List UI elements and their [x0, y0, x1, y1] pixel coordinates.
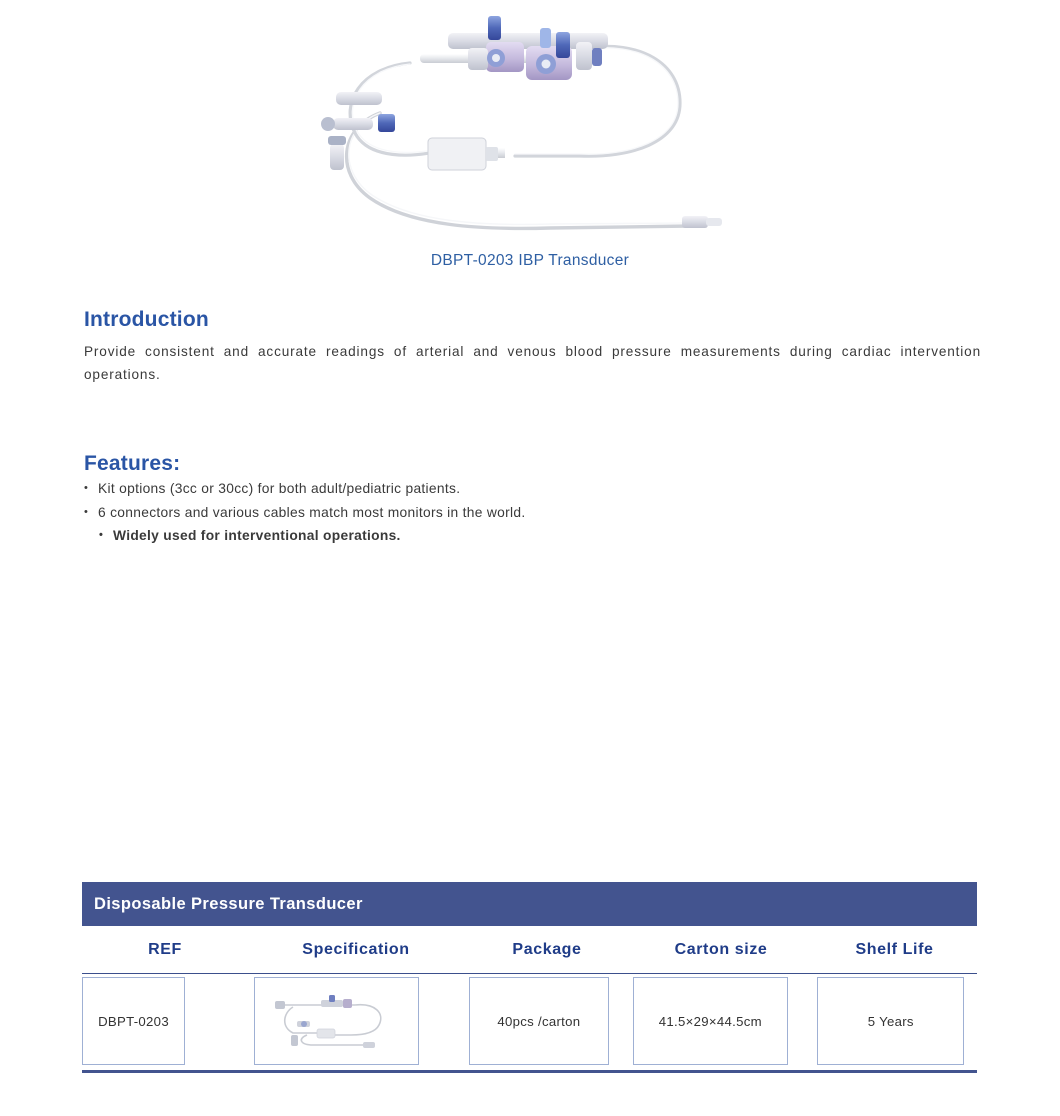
ibp-transducer-photo — [300, 8, 770, 243]
table-header-specification: Specification — [302, 940, 410, 958]
bullet-icon: • — [99, 529, 104, 541]
specification-table — [82, 882, 977, 1073]
cell-package: 40pcs /carton — [469, 977, 610, 1065]
product-image-region — [0, 0, 1060, 245]
cell-ref: DBPT-0203 — [82, 977, 185, 1065]
cell-carton-size: 41.5×29×44.5cm — [633, 977, 788, 1065]
feature-item — [84, 501, 784, 525]
table-header-ref: REF — [148, 940, 182, 958]
introduction-body: Provide consistent and accurate readings of arterial and venous blood pressure measurements during cardiac intervention operations. — [84, 344, 981, 382]
introduction-heading: Introduction — [84, 308, 209, 331]
transducer-thumbnail — [267, 991, 407, 1051]
feature-item — [84, 477, 784, 501]
table-header-carton-size: Carton size — [674, 940, 768, 958]
table-header-row — [82, 926, 977, 974]
bullet-icon: • — [84, 482, 89, 494]
features-list — [84, 477, 784, 548]
table-header-package: Package — [512, 940, 582, 958]
feature-item — [84, 524, 784, 548]
feature-text: Kit options (3cc or 30cc) for both adult/pediatric patients. — [98, 481, 461, 496]
feature-text: 6 connectors and various cables match most monitors in the world. — [98, 504, 526, 520]
feature-text: Widely used for interventional operations. — [113, 528, 401, 543]
product-caption: DBPT-0203 IBP Transducer — [430, 252, 630, 269]
table-title: Disposable Pressure Transducer — [82, 882, 977, 926]
table-header-shelf-life: Shelf Life — [855, 940, 934, 958]
bullet-icon: • — [84, 505, 89, 518]
cell-specification-image — [254, 977, 418, 1065]
cell-shelf-life: 5 Years — [817, 977, 964, 1065]
table-bottom-rule — [82, 1070, 977, 1073]
features-heading: Features: — [84, 452, 181, 475]
table-row — [82, 974, 977, 1066]
